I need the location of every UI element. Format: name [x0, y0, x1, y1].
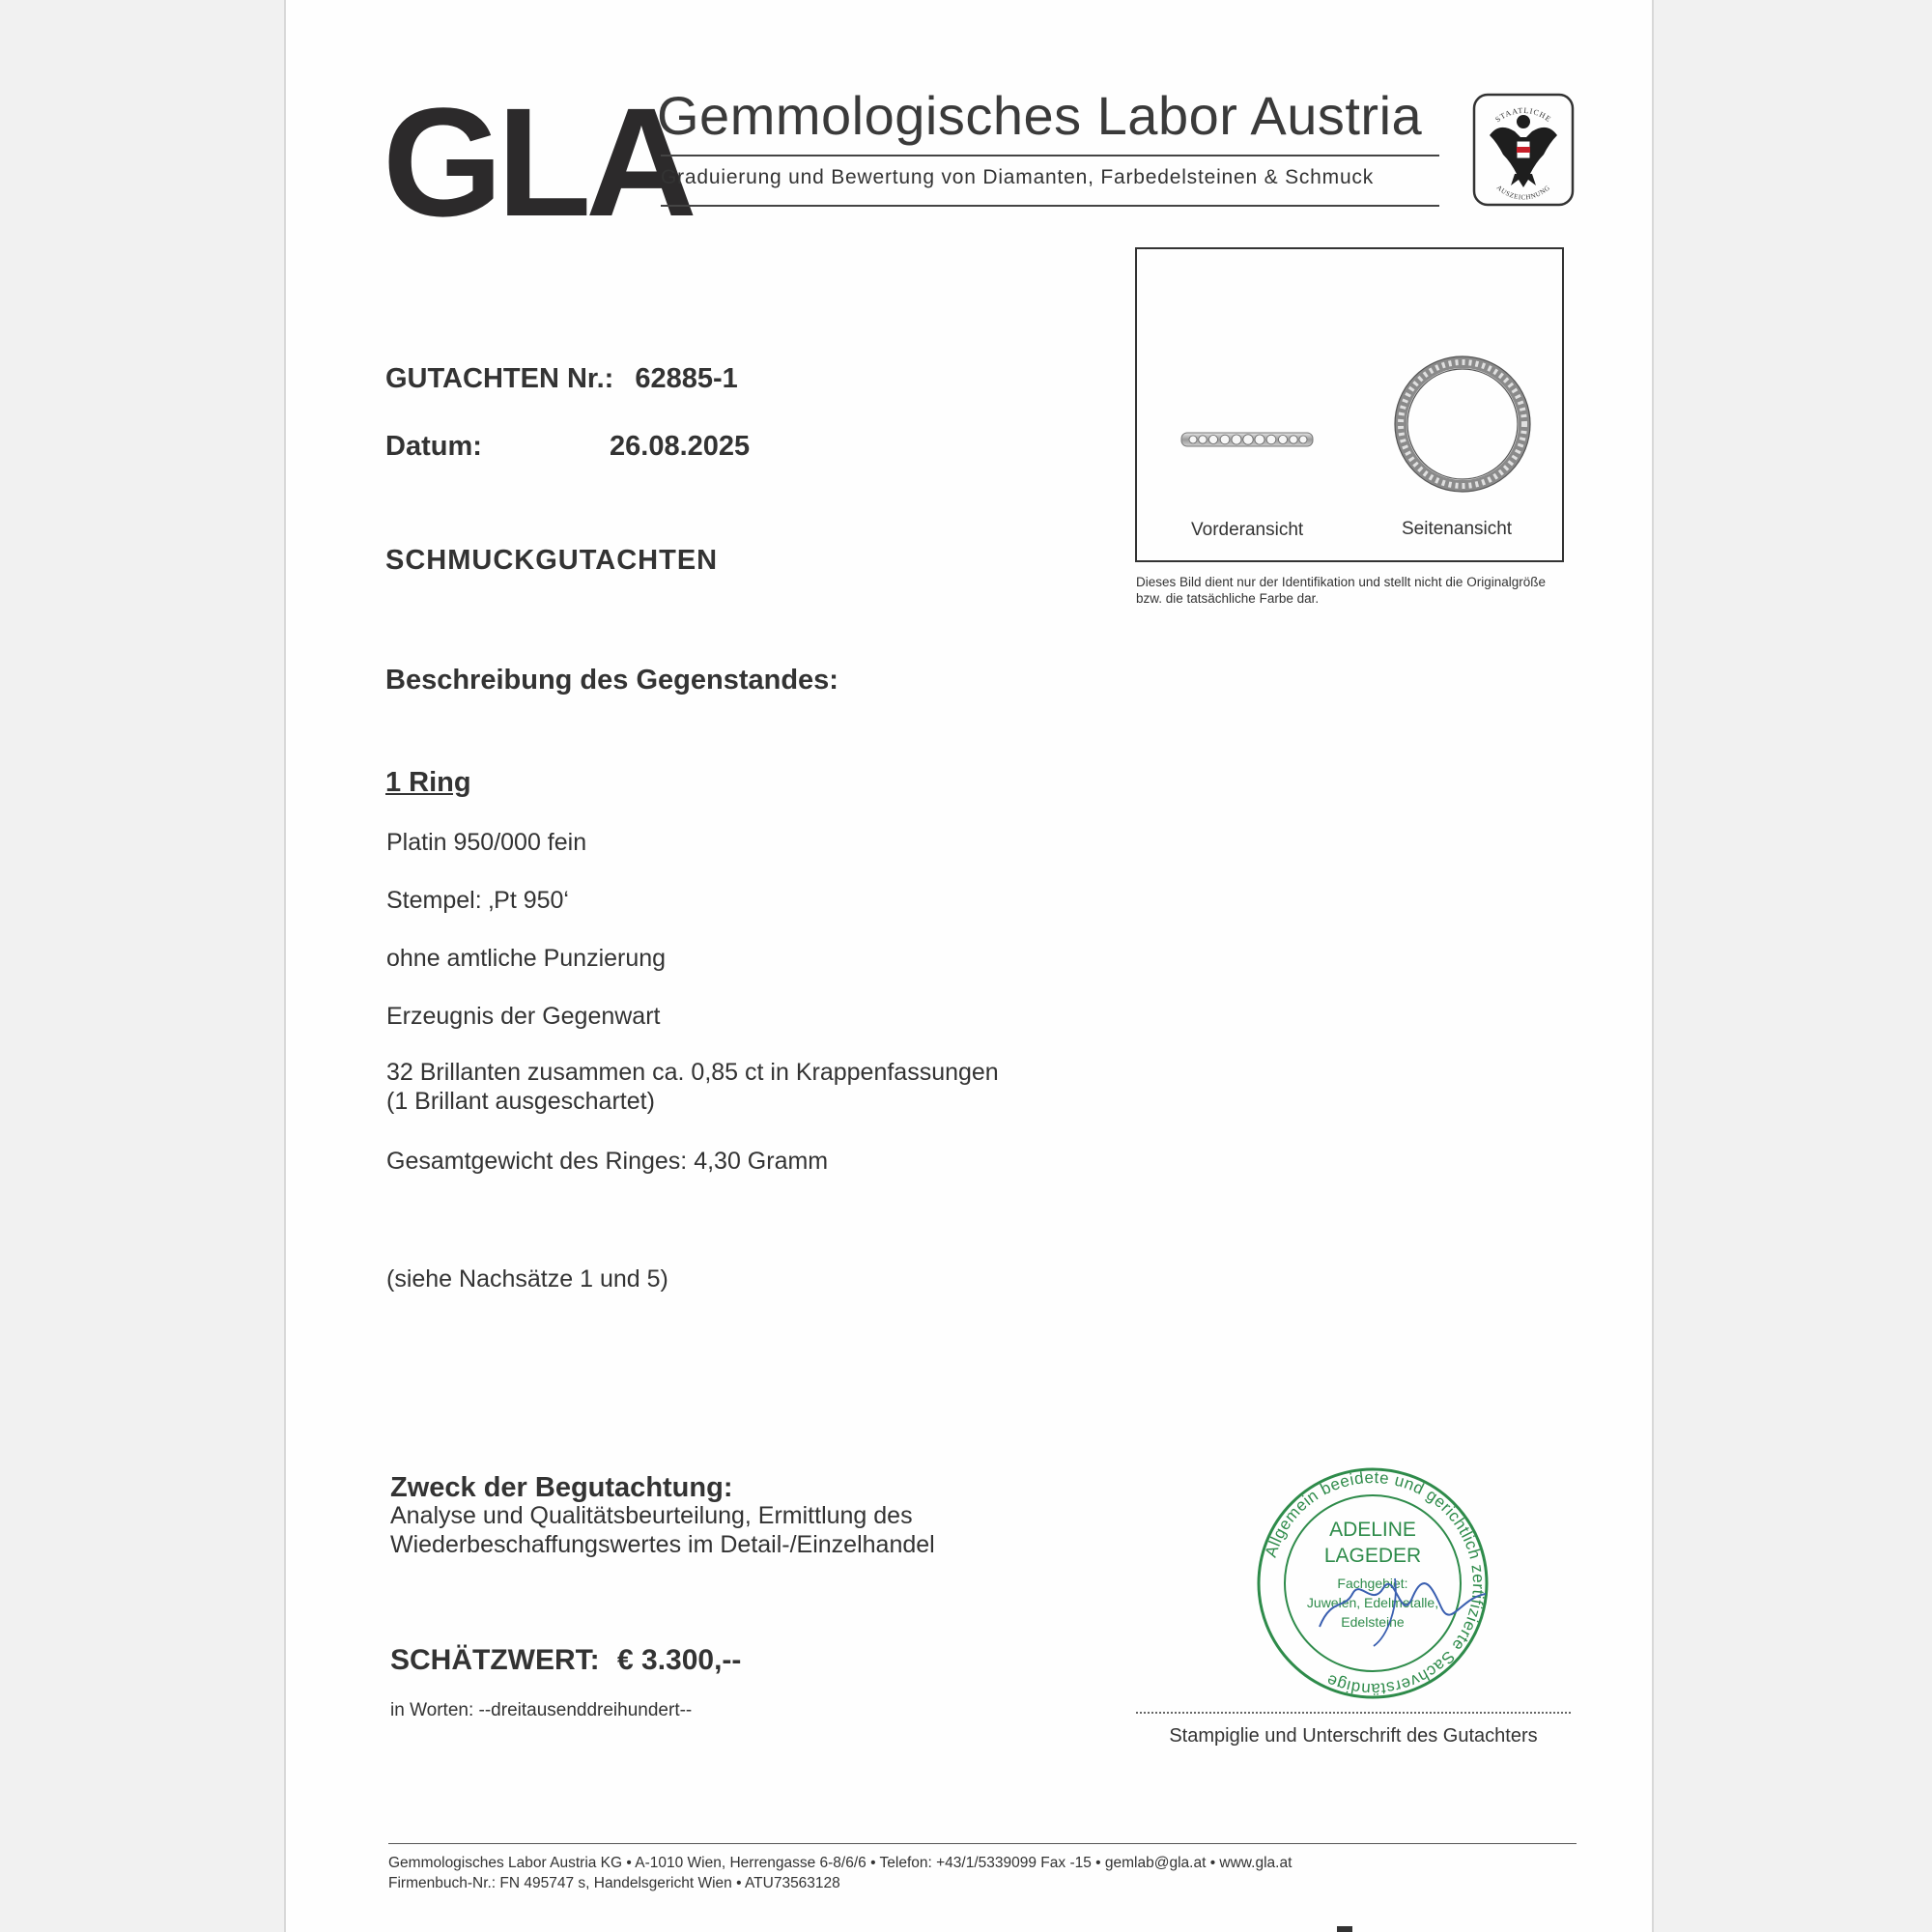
valuation-amount: € 3.300,--	[616, 1644, 742, 1676]
ring-front-view-image	[1179, 427, 1315, 452]
ring-side-view-image	[1392, 354, 1533, 495]
report-number	[385, 363, 738, 395]
expert-seal-stamp	[1252, 1463, 1493, 1704]
svg-text:Edelsteine: Edelsteine	[1341, 1614, 1405, 1630]
footer-registry: Firmenbuch-Nr.: FN 495747 s, Handelsgericht Wien • ATU73563128	[388, 1875, 840, 1891]
purpose-line: Wiederbeschaffungswertes im Detail-/Einzelhandel	[390, 1531, 935, 1558]
report-date	[385, 431, 482, 463]
report-type: SCHMUCKGUTACHTEN	[385, 545, 719, 576]
header-rule-top	[661, 155, 1439, 156]
item-line: 32 Brillanten zusammen ca. 0,85 ct in Krappenfassungen	[386, 1059, 999, 1086]
footer-address: Gemmologisches Labor Austria KG • A-1010 Wien, Herrengasse 6-8/6/6 • Telefon: +43/1/5339099 Fax -15 • gemlab@gla.at • www.gla.at	[388, 1855, 1293, 1871]
item-line: (1 Brillant ausgeschartet)	[386, 1088, 655, 1115]
svg-text:Fachgebiet:: Fachgebiet:	[1337, 1576, 1408, 1591]
svg-text:ADELINE: ADELINE	[1329, 1519, 1416, 1541]
svg-text:Allgemein beeidete und gericht: Allgemein beeidete und gerichtlich zertifizierte Sachverständige	[1261, 1467, 1489, 1699]
lab-name: Gemmologisches Labor Austria	[657, 85, 1423, 146]
purpose-heading: Zweck der Begutachtung:	[390, 1472, 733, 1503]
svg-text:STAATLICHE: STAATLICHE	[1493, 105, 1553, 125]
purpose-text	[390, 1501, 1066, 1559]
side-view-caption: Seitenansicht	[1402, 519, 1513, 539]
item-photo-box	[1135, 247, 1564, 562]
valuation	[390, 1644, 741, 1677]
item-line: Erzeugnis der Gegenwart	[386, 1003, 661, 1030]
footer-rule	[388, 1843, 1577, 1844]
header-rule-bottom	[661, 205, 1439, 207]
date-label: Datum:	[385, 431, 482, 462]
photo-disclaimer: Dieses Bild dient nur der Identifikation und stellt nicht die Originalgröße bzw. die tatsächliche Farbe dar.	[1136, 575, 1546, 606]
item-line: ohne amtliche Punzierung	[386, 945, 667, 972]
svg-text:LAGEDER: LAGEDER	[1323, 1545, 1422, 1567]
signature-caption: Stampiglie und Unterschrift des Gutachters	[1169, 1725, 1538, 1747]
svg-text:AUSZEICHNUNG: AUSZEICHNUNG	[1494, 184, 1552, 202]
valuation-in-words: in Worten: --dreitausenddreihundert--	[390, 1700, 693, 1720]
description-heading: Beschreibung des Gegenstandes:	[385, 665, 838, 696]
purpose-line: Analyse und Qualitätsbeurteilung, Ermittlung des	[390, 1502, 913, 1529]
front-view-caption: Vorderansicht	[1191, 520, 1304, 540]
report-number-label: GUTACHTEN Nr.:	[385, 363, 614, 394]
item-line: Platin 950/000 fein	[386, 829, 587, 856]
page-corner-mark	[1337, 1926, 1352, 1932]
signature-line	[1136, 1712, 1571, 1714]
item-title: 1 Ring	[385, 767, 471, 798]
report-number-value: 62885-1	[635, 363, 738, 394]
certificate-page	[284, 0, 1654, 1932]
gla-logo: GLA	[383, 75, 692, 248]
date-value: 26.08.2025	[610, 431, 751, 462]
lab-tagline: Graduierung und Bewertung von Diamanten, Farbedelsteinen & Schmuck	[661, 166, 1375, 188]
item-line: Stempel: ‚Pt 950‘	[386, 887, 569, 914]
item-note: (siehe Nachsätze 1 und 5)	[386, 1265, 668, 1293]
svg-text:Juwelen, Edelmetalle,: Juwelen, Edelmetalle,	[1306, 1595, 1439, 1610]
item-line: Gesamtgewicht des Ringes: 4,30 Gramm	[386, 1148, 829, 1175]
valuation-label: SCHÄTZWERT:	[390, 1644, 600, 1676]
austrian-eagle-crest-icon	[1472, 93, 1575, 207]
